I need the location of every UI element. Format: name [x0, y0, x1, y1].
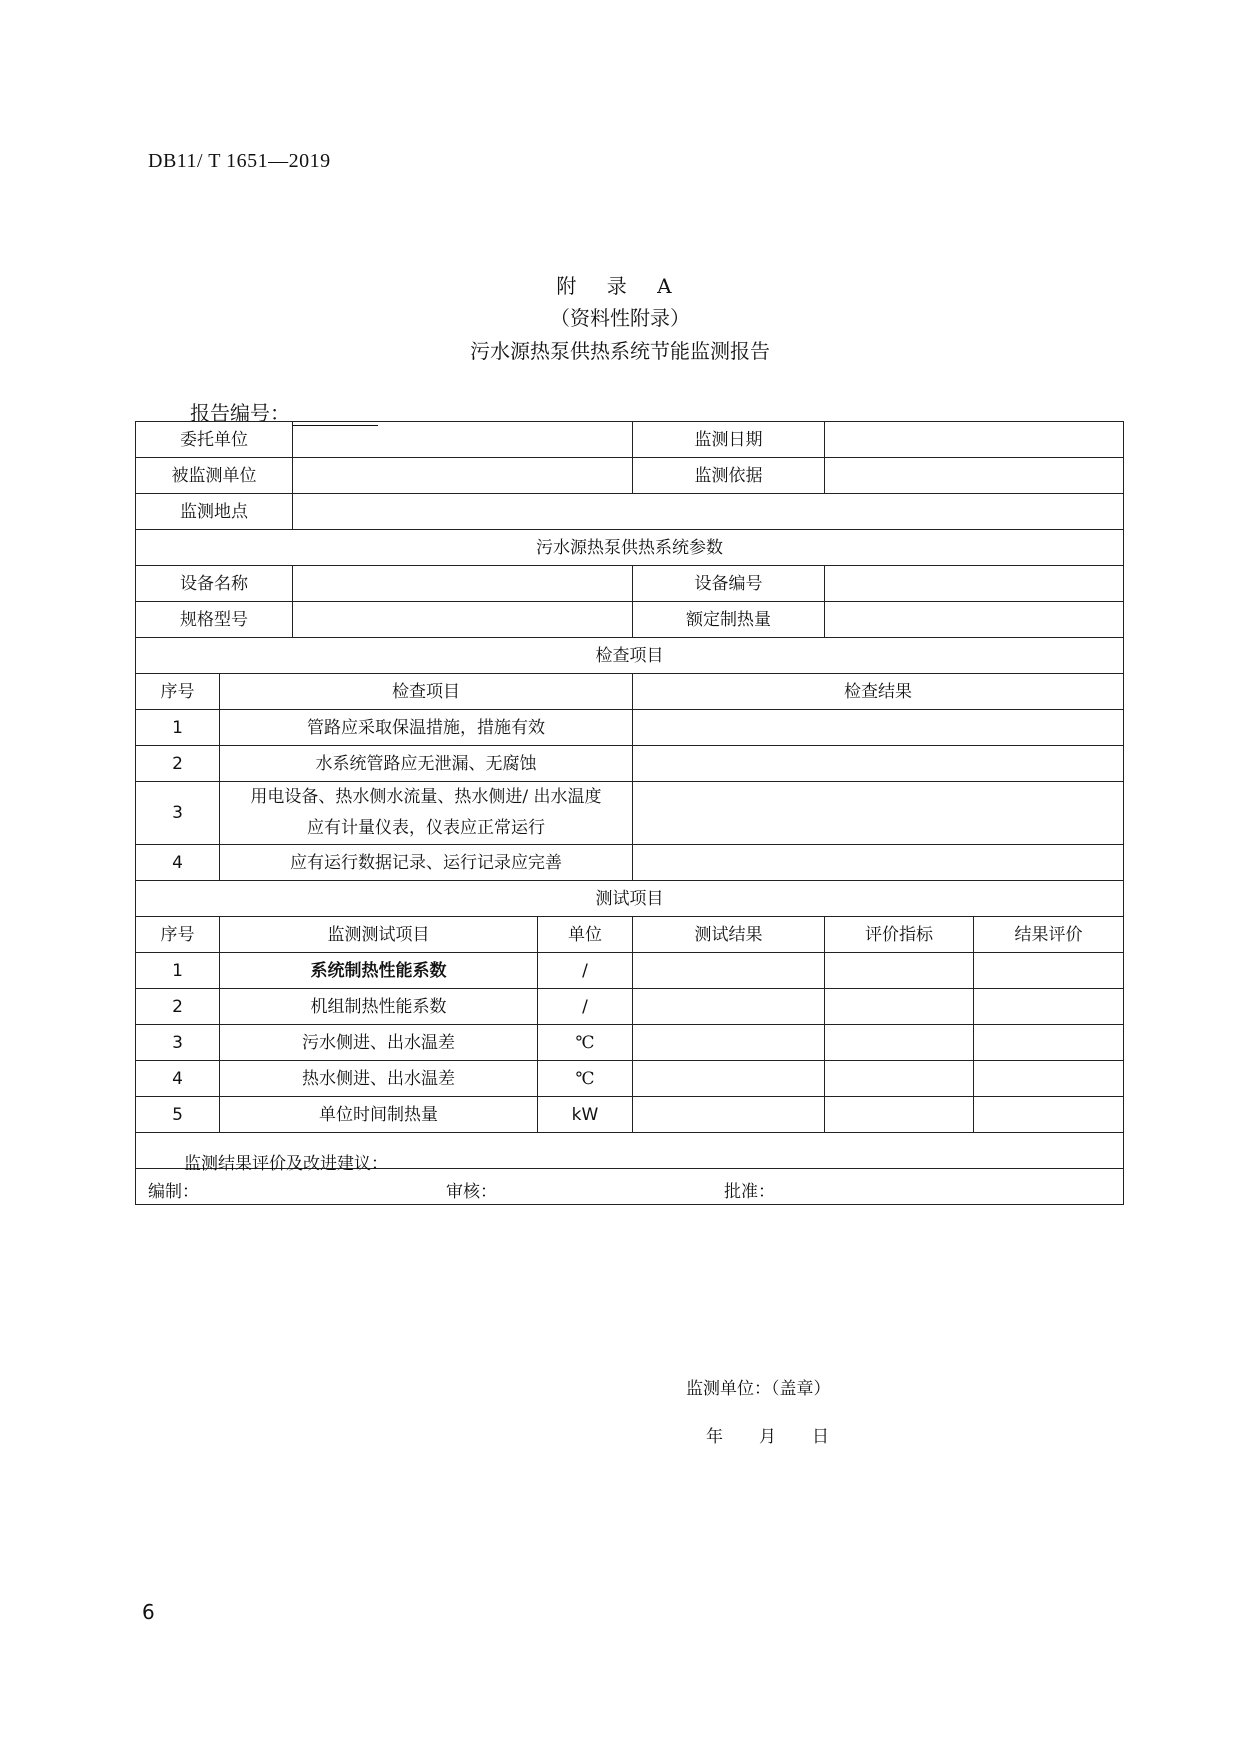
inspection-col-item: 检查项目 — [220, 674, 633, 710]
inspection-item-line2: 应有计量仪表，仪表应正常运行 — [307, 818, 545, 838]
table-row — [136, 845, 1124, 881]
device-no-label: 设备编号 — [633, 566, 825, 602]
inspection-result[interactable] — [633, 746, 1124, 782]
row-device-name — [136, 566, 1124, 602]
device-name-label: 设备名称 — [136, 566, 293, 602]
test-unit: kW — [538, 1097, 633, 1133]
inspection-item-line1: 用电设备、热水侧水流量、热水侧进/ 出水温度 — [250, 787, 602, 807]
params-section-title: 污水源热泵供热系统参数 — [136, 530, 1124, 566]
inspection-no: 1 — [136, 710, 220, 746]
inspection-item: 管路应采取保温措施，措施有效 — [220, 710, 633, 746]
test-no: 1 — [136, 953, 220, 989]
location-value[interactable] — [293, 494, 1124, 530]
test-no: 3 — [136, 1025, 220, 1061]
table-row — [136, 1025, 1124, 1061]
test-result[interactable] — [633, 989, 825, 1025]
test-no: 5 — [136, 1097, 220, 1133]
inspection-item: 应有运行数据记录、运行记录应完善 — [220, 845, 633, 881]
basis-label: 监测依据 — [633, 458, 825, 494]
test-no: 4 — [136, 1061, 220, 1097]
report-table — [135, 421, 1124, 1447]
test-index[interactable] — [825, 989, 974, 1025]
signoff-cell — [136, 1169, 1124, 1205]
table-row — [136, 746, 1124, 782]
test-result[interactable] — [633, 1061, 825, 1097]
appendix-title: 附 录 A — [556, 274, 684, 298]
test-no: 2 — [136, 989, 220, 1025]
inspection-result[interactable] — [633, 710, 1124, 746]
table-row — [136, 1061, 1124, 1097]
test-eval[interactable] — [974, 989, 1124, 1025]
tests-col-result: 测试结果 — [633, 917, 825, 953]
tests-col-item: 监测测试项目 — [220, 917, 538, 953]
report-number-label: 报告编号： — [190, 401, 290, 425]
table-row — [136, 782, 1124, 845]
approved-by[interactable]: 批准： — [724, 1182, 775, 1202]
prepared-by[interactable]: 编制： — [148, 1182, 199, 1202]
test-index[interactable] — [825, 1061, 974, 1097]
test-result[interactable] — [633, 1097, 825, 1133]
test-unit: ℃ — [538, 1061, 633, 1097]
row-tests-header — [136, 917, 1124, 953]
row-signoff — [136, 1169, 1124, 1205]
date-value[interactable] — [825, 422, 1124, 458]
date-label: 监测日期 — [633, 422, 825, 458]
monitored-unit-value[interactable] — [293, 458, 633, 494]
date-year: 年 — [706, 1427, 723, 1447]
appendix-note: （资料性附录） — [550, 306, 690, 330]
rated-heat-label: 额定制热量 — [633, 602, 825, 638]
row-monitored-unit — [136, 458, 1124, 494]
test-item: 系统制热性能系数 — [220, 953, 538, 989]
device-no-value[interactable] — [825, 566, 1124, 602]
inspection-col-no: 序号 — [136, 674, 220, 710]
test-unit: / — [538, 989, 633, 1025]
row-inspection-title — [136, 638, 1124, 674]
date-month: 月 — [759, 1427, 776, 1447]
report-title: 污水源热泵供热系统节能监测报告 — [470, 339, 770, 363]
test-result[interactable] — [633, 953, 825, 989]
test-eval[interactable] — [974, 1097, 1124, 1133]
page-number: 6 — [142, 1600, 155, 1624]
tests-col-eval: 结果评价 — [974, 917, 1124, 953]
test-index[interactable] — [825, 1097, 974, 1133]
inspection-col-result: 检查结果 — [633, 674, 1124, 710]
inspection-result[interactable] — [633, 782, 1124, 845]
remarks-label: 监测结果评价及改进建议： — [184, 1154, 388, 1174]
inspection-no: 4 — [136, 845, 220, 881]
row-client — [136, 422, 1124, 458]
monitoring-unit-seal: 监测单位：（盖章） — [686, 1379, 831, 1399]
test-result[interactable] — [633, 1025, 825, 1061]
client-value[interactable] — [293, 422, 633, 458]
monitored-unit-label: 被监测单位 — [136, 458, 293, 494]
row-params-title — [136, 530, 1124, 566]
test-unit: / — [538, 953, 633, 989]
reviewed-by[interactable]: 审核： — [446, 1182, 497, 1202]
table-row — [136, 1097, 1124, 1133]
row-tests-title — [136, 881, 1124, 917]
test-eval[interactable] — [974, 953, 1124, 989]
device-name-value[interactable] — [293, 566, 633, 602]
row-model — [136, 602, 1124, 638]
table-row — [136, 989, 1124, 1025]
tests-section-title: 测试项目 — [136, 881, 1124, 917]
row-remarks — [136, 1133, 1124, 1169]
inspection-item: 水系统管路应无泄漏、无腐蚀 — [220, 746, 633, 782]
table-row — [136, 710, 1124, 746]
sign-date — [706, 1426, 865, 1448]
tests-col-no: 序号 — [136, 917, 220, 953]
location-label: 监测地点 — [136, 494, 293, 530]
test-unit: ℃ — [538, 1025, 633, 1061]
test-eval[interactable] — [974, 1025, 1124, 1061]
inspection-no: 2 — [136, 746, 220, 782]
table-row — [136, 953, 1124, 989]
model-value[interactable] — [293, 602, 633, 638]
inspection-item — [220, 782, 633, 845]
row-location — [136, 494, 1124, 530]
tests-col-unit: 单位 — [538, 917, 633, 953]
model-label: 规格型号 — [136, 602, 293, 638]
inspection-result[interactable] — [633, 845, 1124, 881]
client-label: 委托单位 — [136, 422, 293, 458]
test-item: 热水侧进、出水温差 — [220, 1061, 538, 1097]
rated-heat-value[interactable] — [825, 602, 1124, 638]
test-item: 污水侧进、出水温差 — [220, 1025, 538, 1061]
inspection-no: 3 — [136, 782, 220, 845]
test-item: 机组制热性能系数 — [220, 989, 538, 1025]
test-index[interactable] — [825, 953, 974, 989]
basis-value[interactable] — [825, 458, 1124, 494]
test-index[interactable] — [825, 1025, 974, 1061]
tests-col-index: 评价指标 — [825, 917, 974, 953]
inspection-section-title: 检查项目 — [136, 638, 1124, 674]
date-day: 日 — [812, 1427, 829, 1447]
row-inspection-header — [136, 674, 1124, 710]
test-eval[interactable] — [974, 1061, 1124, 1097]
test-item: 单位时间制热量 — [220, 1097, 538, 1133]
standard-code: DB11/ T 1651—2019 — [148, 150, 331, 172]
